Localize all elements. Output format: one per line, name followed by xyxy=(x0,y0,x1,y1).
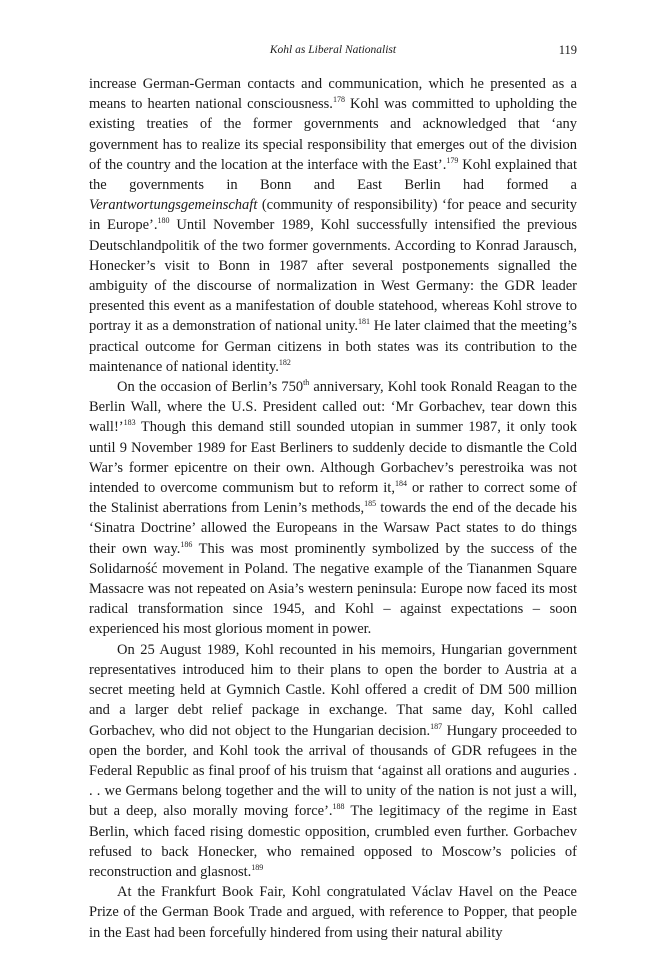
page-header xyxy=(89,41,577,59)
paragraph-text: Kohl explained that the governments in Bonn and East Berlin had formed a xyxy=(89,156,577,194)
paragraph-text: Kohl was committed to upholding the existing treaties of the former governments and acknowledged that ‘any government has to realize its special responsibility that emerges out of the division of the country and the location at the interface with the East’. xyxy=(89,96,577,173)
footnote-marker: 181 xyxy=(358,317,371,327)
italic-term: Verantwortungsgemeinschaft xyxy=(89,197,258,214)
footnote-marker: 184 xyxy=(394,479,407,489)
paragraph-text: The legitimacy of the regime in East Berlin, which faced rising domestic opposition, crumbled even further. Gorbachev refused to back Honecker, who remained opposed to Moscow’s policies of reconstruction and glasnost. xyxy=(89,803,577,880)
paragraph-text: On 25 August 1989, Kohl recounted in his memoirs, Hungarian government representatives introduced him to their plans to open the border to Austria at a secret meeting held at Gymnich Castle. Kohl offered a credit of DM 500 million and a larger debt relief package in exchange. That same day, Kohl called Gorbachev, who did not object to the Hungarian decision. xyxy=(89,641,577,739)
paragraph xyxy=(89,377,577,640)
paragraph xyxy=(89,882,577,943)
paragraph xyxy=(89,640,577,882)
footnote-marker: 186 xyxy=(180,539,193,549)
paragraph-text: Though this demand still sounded utopian in summer 1987, it only took until 9 November 1989 for East Berliners to suddenly decide to dismantle the Cold War’s former epicentre on their own. Although Gorbachev’s perestroika was not intended to overcome communism but to reform it, xyxy=(89,419,577,497)
paragraph-text: or rather to correct some of the Stalinist aberrations from Lenin’s methods, xyxy=(89,480,577,517)
paragraph-text: (community of responsibility) ‘for peace and security in Europe’. xyxy=(89,197,577,234)
footnote-marker: 182 xyxy=(278,358,291,368)
footnote-marker: 189 xyxy=(251,863,264,873)
paragraph-text: Hungary proceeded to open the border, and Kohl took the arrival of thousands of GDR refugees in the Federal Republic as final proof of his truism that ‘against all orations and auguries . . . we Germans belong together and the will to unity of the nation is not just a will, but a deep, also morally moving force’. xyxy=(89,722,577,820)
paragraph-text: Until November 1989, Kohl successfully intensified the previous Deutschlandpolitik of the two former governments. According to Konrad Jarausch, Honecker’s visit to Bonn in 1987 after several postponements signalled the ambiguity of the discourse of normalization in West Germany: the GDR leader presented this event as a manifestation of double statehood, whereas Kohl strove to portray it as a demonstration of national unity. xyxy=(89,217,577,335)
footnote-marker: 188 xyxy=(332,802,345,812)
paragraph-text: towards the end of the decade his ‘Sinatra Doctrine’ allowed the Europeans in the Warsaw Pact states to do things their own way. xyxy=(89,500,577,557)
paragraph-text: At the Frankfurt Book Fair, Kohl congratulated Václav Havel on the Peace Prize of the German Book Trade and argued, with reference to Popper, that people in the East had been forcefully hindered from using their natural ability xyxy=(89,884,577,941)
paragraph-text: This was most prominently symbolized by the success of the Solidarność movement in Poland. The negative example of the Tiananmen Square Massacre was not repeated on Asia’s western peninsula: Europe now faced its most radical transformation since 1945, and Kohl – against expectations – soon experienced his most glorious moment in power. xyxy=(89,540,577,638)
page-number: 119 xyxy=(558,43,577,57)
footnote-marker: 185 xyxy=(364,499,377,509)
footnote-marker: 187 xyxy=(430,721,443,731)
paragraph-text: On the occasion of Berlin’s 750 xyxy=(117,379,304,396)
footnote-marker: 178 xyxy=(332,95,345,105)
running-head: Kohl as Liberal Nationalist xyxy=(269,44,397,56)
paragraph xyxy=(89,74,577,377)
paragraph-text: anniversary, Kohl took Ronald Reagan to the Berlin Wall, where the U.S. President called out: ‘Mr Gorbachev, tear down this wall!’ xyxy=(89,379,577,436)
paragraph-text: He later claimed that the meeting’s practical outcome for German citizens in both states was its contribution to the maintenance of national identity. xyxy=(89,318,577,375)
footnote-marker: 183 xyxy=(123,418,136,428)
footnote-marker: th xyxy=(303,378,310,388)
body-text xyxy=(89,74,577,943)
footnote-marker: 179 xyxy=(446,155,459,165)
paragraph-text: increase German-German contacts and communication, which he presented as a means to hearten national consciousness. xyxy=(89,76,577,113)
footnote-marker: 180 xyxy=(157,216,170,226)
